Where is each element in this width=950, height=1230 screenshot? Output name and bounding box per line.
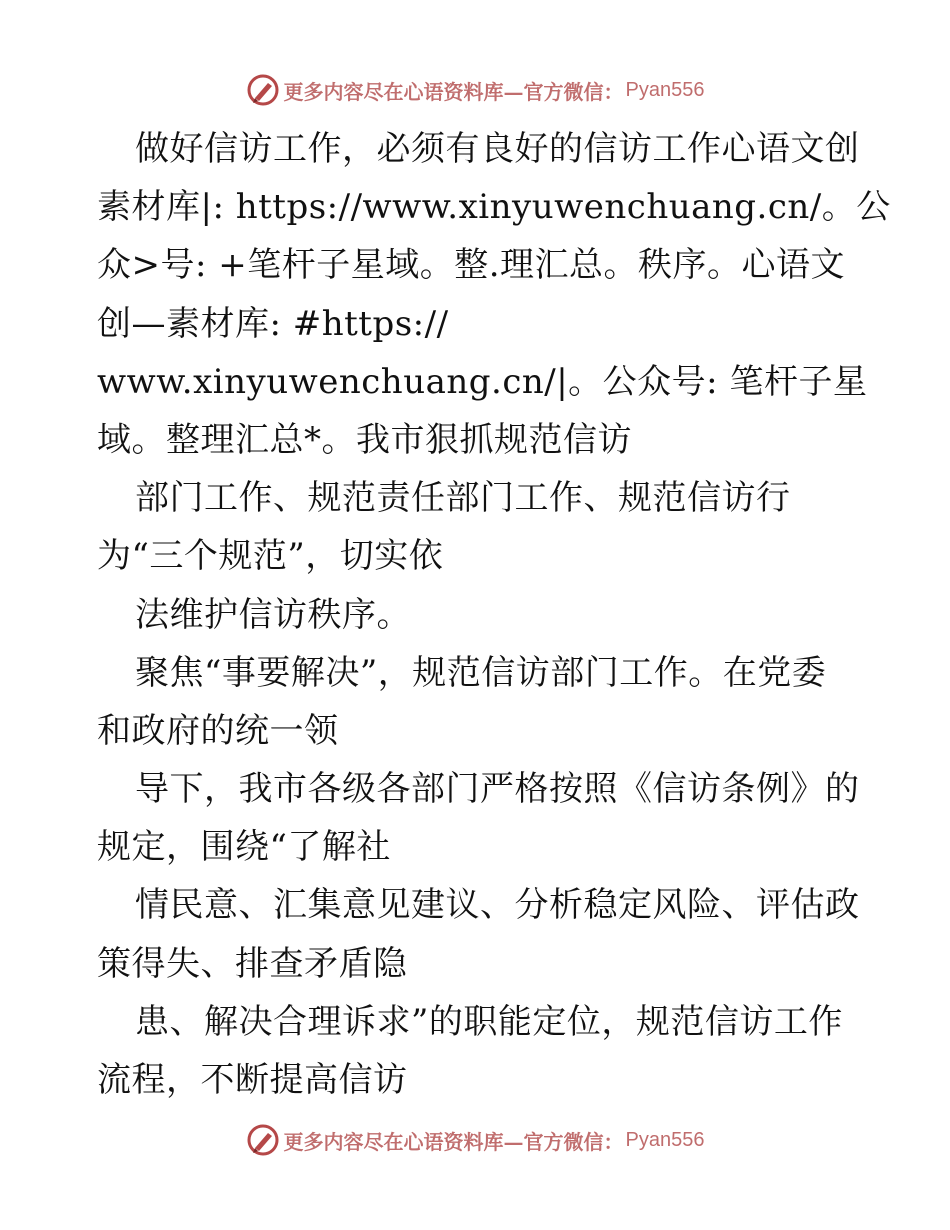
body-line: 为“三个规范”，切实依 xyxy=(97,536,444,577)
header-banner xyxy=(0,70,950,110)
body-line: 部门工作、规范责任部门工作、规范信访行 xyxy=(135,478,791,519)
body-line: 流程，不断提高信访 xyxy=(97,1060,408,1100)
footer-banner xyxy=(0,1120,950,1160)
footer-banner-text: 更多内容尽在心语资料库—官方微信： xyxy=(283,1129,624,1154)
header-banner-text: 更多内容尽在心语资料库—官方微信： xyxy=(283,79,624,104)
body-line: 导下，我市各级各部门严格按照《信访条例》的 xyxy=(135,769,860,810)
header-wechat-id: Pyan556 xyxy=(625,78,705,101)
body-line: 法维护信访秩序。 xyxy=(135,594,411,635)
body-line: 创—素材库: #https:// xyxy=(97,303,449,344)
body-line: 和政府的统一领 xyxy=(97,710,339,751)
body-line: 患、解决合理诉求”的职能定位，规范信访工作 xyxy=(135,1001,843,1042)
document-body xyxy=(97,120,897,1109)
body-line: 众>号: +笔杆子星域。整.理汇总。秩序。心语文 xyxy=(97,245,846,286)
footer-wechat-id: Pyan556 xyxy=(625,1128,705,1151)
body-line: 域。整理汇总*。我市狠抓规范信访 xyxy=(97,419,632,460)
pen-circle-logo-icon xyxy=(246,1123,280,1157)
body-line: 策得失、排查矛盾隐 xyxy=(97,943,408,984)
body-line: 规定，围绕“了解社 xyxy=(97,827,391,868)
pen-circle-logo-icon xyxy=(246,73,280,107)
body-line: 情民意、汇集意见建议、分析稳定风险、评估政 xyxy=(135,885,860,926)
body-line: 做好信访工作，必须有良好的信访工作心语文创 xyxy=(135,129,860,169)
body-line: 素材库|: https://www.xinyuwenchuang.cn/。公 xyxy=(97,187,891,228)
body-line: www.xinyuwenchuang.cn/|。公众号: 笔杆子星 xyxy=(97,361,868,402)
body-line: 聚焦“事要解决”，规范信访部门工作。在党委 xyxy=(135,652,827,693)
